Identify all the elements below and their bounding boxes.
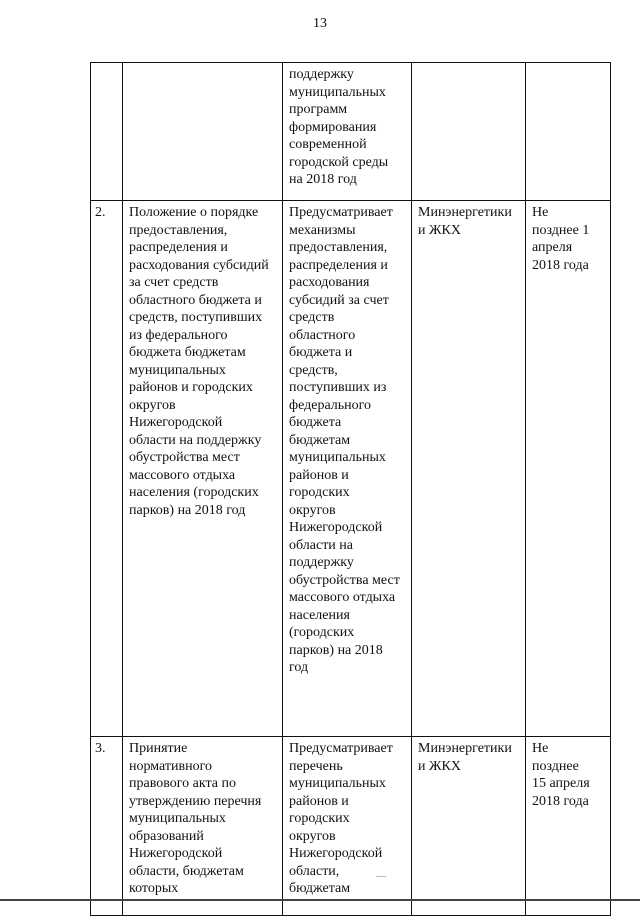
deadline-cell (525, 63, 610, 200)
page-number: 13 (313, 16, 327, 31)
page-bottom-edge (0, 899, 640, 901)
deadline-cell: Не позднее 15 апреля 2018 года (525, 737, 610, 915)
measure-content-cell: Предусматривает перечень муниципальных районов и городских округов Нижегородской области, бюджетам (282, 737, 411, 915)
table-row (90, 736, 611, 916)
executor-cell: Минэнергетики и ЖКХ (411, 737, 525, 915)
table-row (90, 200, 611, 737)
measure-title-cell: Положение о порядке предоставления, распределения и расходования субсидий за счет средств областного бюджета и средств, поступивших из федерального бюджета бюджетам муниципальных районов и городских округов Нижегородской области на поддержку обустройства мест массового отдыха населения (городских парков) на 2018 год (122, 201, 282, 736)
scan-mark (376, 876, 386, 877)
row-number-cell: 2. (95, 205, 106, 220)
table-row (90, 62, 611, 201)
measure-title-cell (122, 63, 282, 200)
deadline-cell: Не позднее 1 апреля 2018 года (525, 201, 610, 736)
measure-content-cell: Предусматривает механизмы предоставления, распределения и расходования субсидий за счет средств областного бюджета и средств, поступивших из федерального бюджета бюджетам муниципальных районов и городских округов Нижегородской области на поддержку обустройства мест массового отдыха населения (городских парков) на 2018 год (282, 201, 411, 736)
executor-cell: Минэнергетики и ЖКХ (411, 201, 525, 736)
row-number-cell (91, 63, 122, 200)
executor-cell (411, 63, 525, 200)
measure-content-cell: поддержку муниципальных программ формирования современной городской среды на 2018 год (282, 63, 411, 200)
row-number-cell: 3. (95, 741, 106, 756)
measure-title-cell: Принятие нормативного правового акта по утверждению перечня муниципальных образований Нижегородской области, бюджетам которых (122, 737, 282, 915)
